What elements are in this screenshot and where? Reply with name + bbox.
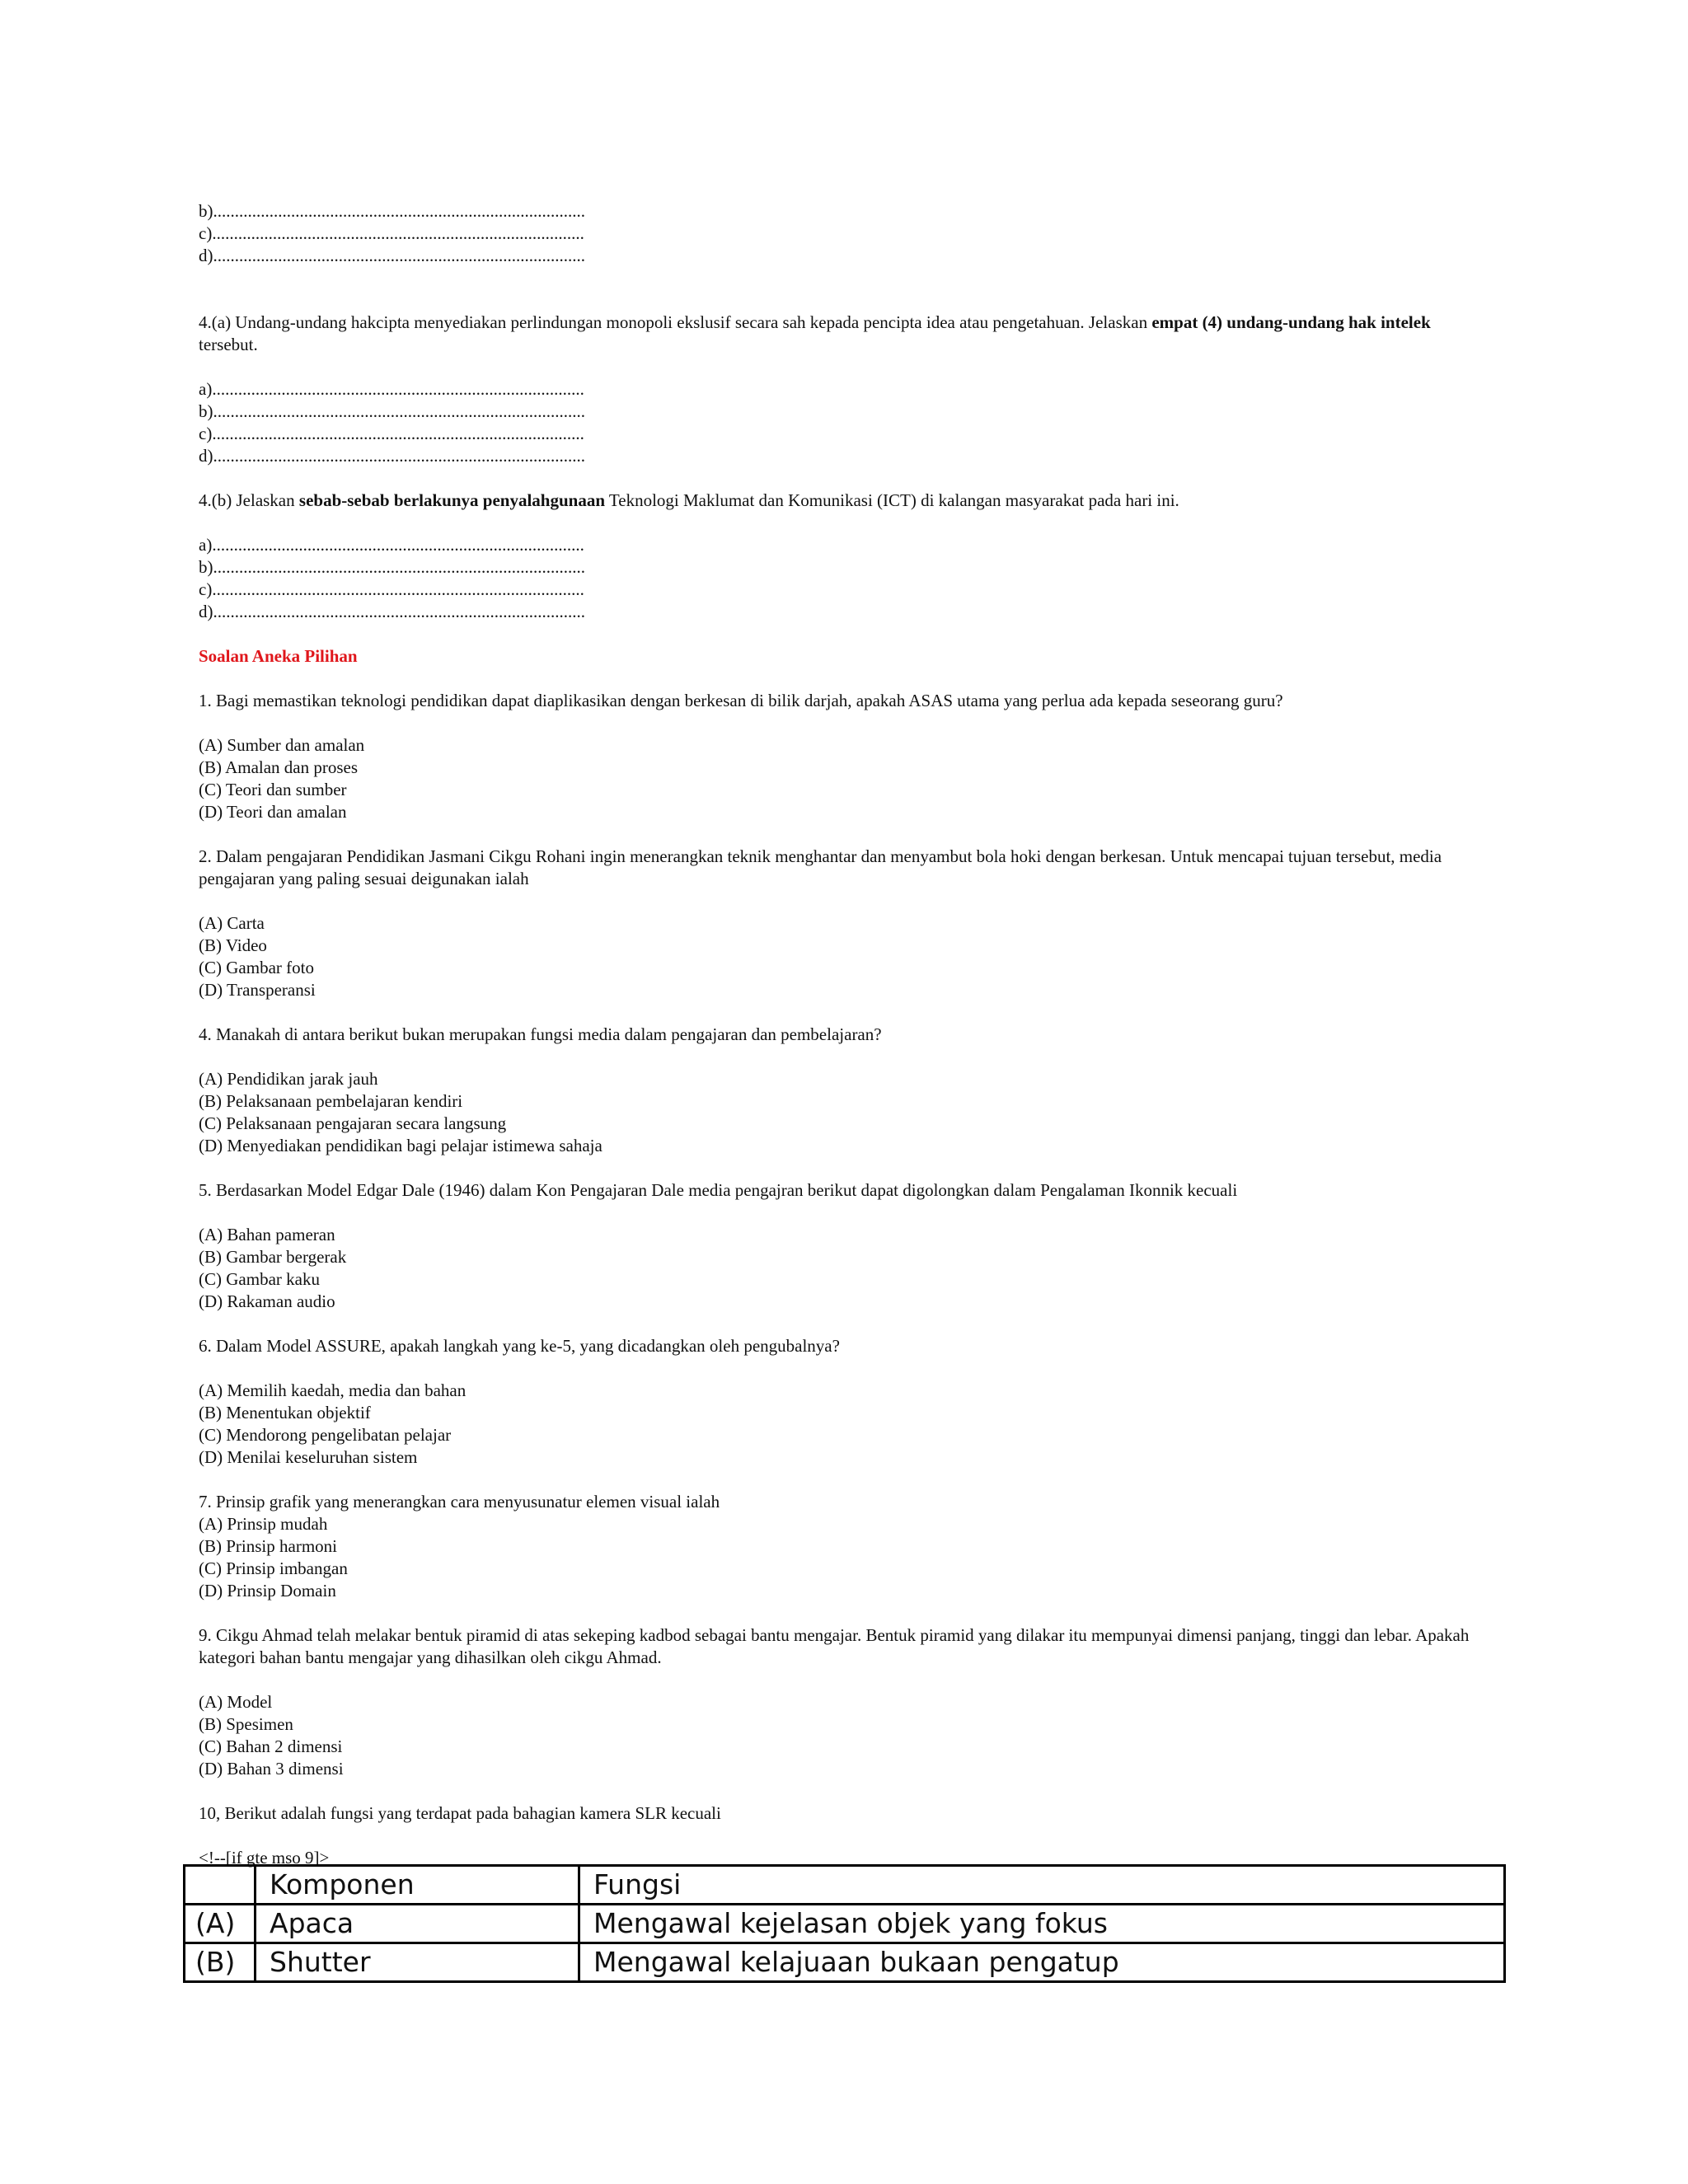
question-4a-answers [199,378,1484,467]
answer-line: b)...................................................................................... [199,557,585,577]
table-cell [185,1866,256,1905]
option-item: (C) Bahan 2 dimensi [199,1736,343,1756]
table-row [185,1943,1505,1982]
answer-line: b)...................................................................................... [199,401,585,421]
question-text: 2. Dalam pengajaran Pendidikan Jasmani Cikgu Rohani ingin menerangkan teknik menghantar dan menyambut bola hoki dengan berkesan. Untuk mencapai tujuan tersebut, media pengajaran yang paling sesuai deigunakan ialah [199,846,1442,888]
option-item: (B) Pelaksanaan pembelajaran kendiri [199,1091,463,1111]
option-item: (A) Prinsip mudah [199,1514,328,1534]
option-item: (D) Menyediakan pendidikan bagi pelajar istimewa sahaja [199,1136,603,1155]
table-cell: Shutter [256,1943,579,1982]
option-item: (D) Teori dan amalan [199,802,347,822]
option-list [199,1224,1484,1313]
option-item: (B) Menentukan objektif [199,1403,371,1422]
top-answer-lines [199,200,1484,267]
option-item: (D) Transperansi [199,980,316,1000]
table-cell: Apaca [256,1905,579,1943]
table-row [185,1905,1505,1943]
option-item: (C) Teori dan sumber [199,780,347,799]
option-item: (B) Prinsip harmoni [199,1536,337,1556]
answer-line: c)...................................................................................... [199,424,584,443]
option-list [199,1380,1484,1469]
question-text: 4. Manakah di antara berikut bukan merupakan fungsi media dalam pengajaran dan pembelajaran? [199,1024,882,1044]
question-4a-emphasis: empat (4) undang-undang hak intelek [1151,312,1431,332]
section-heading: Soalan Aneka Pilihan [199,646,358,666]
option-item: (C) Pelaksanaan pengajaran secara langsung [199,1113,507,1133]
question-4a: 4.(a) Undang-undang hakcipta menyediakan perlindungan monopoli ekslusif secara sah kepada pencipta idea atau pengetahuan. Jelaskan empat (4) undang-undang hak intelek tersebut. [199,312,1431,354]
table-header-fungsi: Fungsi [579,1866,1505,1905]
conditional-comment-text: <!--[if gte mso 9]> [199,1848,330,1868]
option-item: (D) Menilai keseluruhan sistem [199,1447,418,1467]
document-body [199,200,1484,1869]
option-item: (B) Spesimen [199,1714,293,1734]
table-header-komponen: Komponen [256,1866,579,1905]
option-item: (D) Bahan 3 dimensi [199,1759,344,1779]
answer-line: b)...................................................................................... [199,201,585,221]
option-item: (C) Prinsip imbangan [199,1558,348,1578]
option-item: (A) Carta [199,913,265,933]
option-item: (B) Gambar bergerak [199,1247,347,1267]
answer-line: d)...................................................................................... [199,602,585,621]
option-item: (A) Bahan pameran [199,1225,335,1244]
option-item: (A) Sumber dan amalan [199,735,365,755]
question-text: 1. Bagi memastikan teknologi pendidikan dapat diaplikasikan dengan berkesan di bilik darjah, apakah ASAS utama yang perlua ada kepada seseorang guru? [199,691,1283,710]
component-table [183,1864,1506,1983]
option-item: (A) Model [199,1692,273,1712]
option-list [199,912,1484,1001]
table-cell: (B) [185,1943,256,1982]
question-4b-emphasis: sebab-sebab berlakunya penyalahgunaan [298,490,606,510]
answer-line: d)...................................................................................... [199,446,585,466]
option-item: (D) Prinsip Domain [199,1581,336,1601]
answer-line: a)...................................................................................... [199,379,584,399]
table-header-row [185,1866,1505,1905]
question-4b-answers [199,534,1484,623]
answer-line: a)...................................................................................... [199,535,584,555]
question-text: 10, Berikut adalah fungsi yang terdapat pada bahagian kamera SLR kecuali [199,1803,721,1823]
question-text: 6. Dalam Model ASSURE, apakah langkah yang ke-5, yang dicadangkan oleh pengubalnya? [199,1336,840,1356]
question-text: 9. Cikgu Ahmad telah melakar bentuk piramid di atas sekeping kadbod sebagai bantu mengajar. Bentuk piramid yang dilakar itu mempunyai dimensi panjang, tinggi dan lebar. Apakah kategori bahan bantu mengajar yang dihasilkan oleh cikgu Ahmad. [199,1625,1470,1667]
question-4b: 4.(b) Jelaskan sebab-sebab berlakunya penyalahgunaan Teknologi Maklumat dan Komunikasi (ICT) di kalangan masyarakat pada hari ini. [199,490,1179,510]
table-cell: (A) [185,1905,256,1943]
option-item: (B) Video [199,935,267,955]
option-list [199,1513,1484,1602]
option-item: (B) Amalan dan proses [199,757,359,777]
question-text: 5. Berdasarkan Model Edgar Dale (1946) dalam Kon Pengajaran Dale media pengajran berikut dapat digolongkan dalam Pengalaman Ikonnik kecuali [199,1180,1238,1200]
option-list [199,734,1484,823]
option-item: (C) Gambar foto [199,958,314,977]
table-cell: Mengawal kejelasan objek yang fokus [579,1905,1505,1943]
option-item: (C) Mendorong pengelibatan pelajar [199,1425,452,1445]
answer-line: c)...................................................................................... [199,579,584,599]
question-text: 7. Prinsip grafik yang menerangkan cara menyusunatur elemen visual ialah [199,1492,720,1511]
option-item: (A) Pendidikan jarak jauh [199,1069,378,1089]
option-item: (C) Gambar kaku [199,1269,320,1289]
table-cell: Mengawal kelajuaan bukaan pengatup [579,1943,1505,1982]
option-list [199,1068,1484,1157]
answer-line: c)...................................................................................... [199,223,584,243]
option-list [199,1691,1484,1780]
option-item: (A) Memilih kaedah, media dan bahan [199,1380,467,1400]
option-item: (D) Rakaman audio [199,1291,335,1311]
answer-line: d)...................................................................................... [199,246,585,265]
